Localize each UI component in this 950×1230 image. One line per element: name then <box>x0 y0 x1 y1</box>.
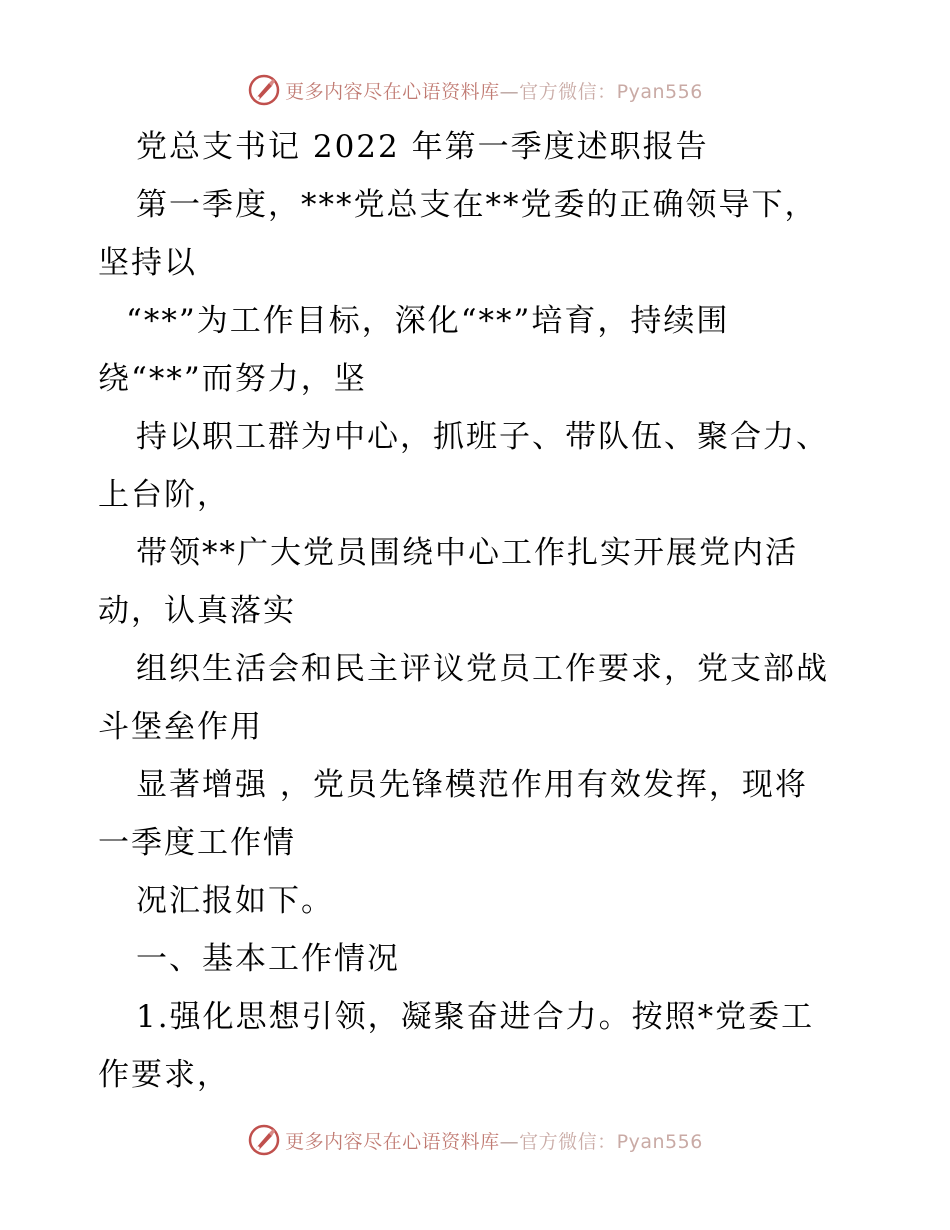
paragraph-line: 组织生活会和民主评议党员工作要求，党支部战 <box>136 651 829 687</box>
paragraph-line: 一季度工作情 <box>98 825 296 861</box>
pen-logo-icon <box>247 73 281 107</box>
section-heading: 一、基本工作情况 <box>136 941 400 977</box>
watermark-text <box>285 1127 703 1154</box>
watermark-text <box>285 77 703 104</box>
paragraph-line: 斗堡垒作用 <box>98 709 263 745</box>
pen-logo-icon <box>247 1123 281 1157</box>
watermark-main-text: 更多内容尽在心语资料库 <box>285 1130 500 1153</box>
paragraph-line: 持以职工群为中心，抓班子、带队伍、聚合力、 <box>136 419 829 455</box>
paragraph-line: 作要求， <box>98 1057 230 1093</box>
watermark-main-text: 更多内容尽在心语资料库 <box>285 80 500 103</box>
watermark-header <box>0 70 950 110</box>
watermark-footer <box>0 1120 950 1160</box>
paragraph-line: 显著增强 ，党员先锋模范作用有效发挥，现将 <box>136 767 808 803</box>
watermark-contact: 官方微信：Pyan556 <box>519 80 703 103</box>
watermark-separator: — <box>499 1130 520 1153</box>
paragraph-line: 上台阶， <box>98 477 230 513</box>
document-body <box>98 118 868 1104</box>
paragraph-line: 第一季度，***党总支在**党委的正确领导下， <box>136 187 818 223</box>
paragraph-line: 绕“**”而努力，坚 <box>98 361 367 397</box>
paragraph-line: 1.强化思想引领，凝聚奋进合力。按照*党委工 <box>136 999 815 1035</box>
paragraph-line: 动，认真落实 <box>98 593 296 629</box>
paragraph-line: 况汇报如下。 <box>136 883 334 919</box>
watermark-contact: 官方微信：Pyan556 <box>519 1130 703 1153</box>
paragraph-line: 带领**广大党员围绕中心工作扎实开展党内活 <box>136 535 798 571</box>
document-title: 党总支书记 2022 年第一季度述职报告 <box>136 129 709 165</box>
paragraph-line: “**”为工作目标，深化“**”培育，持续围 <box>126 303 730 339</box>
watermark-separator: — <box>499 80 520 103</box>
paragraph-line: 坚持以 <box>98 245 197 281</box>
